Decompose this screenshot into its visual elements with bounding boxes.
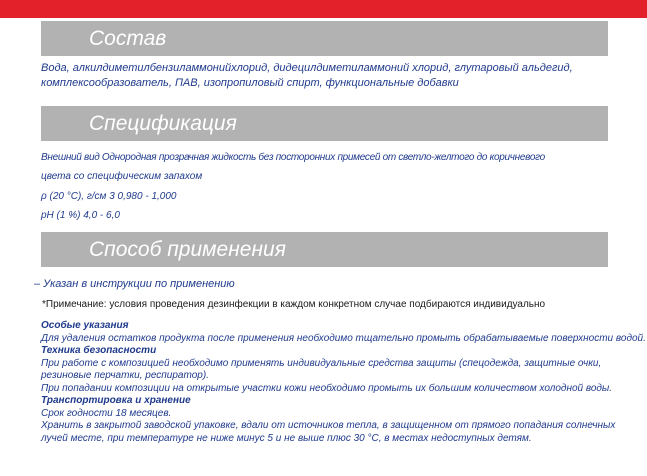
storage-line-2: лучей месте, при температуре не ниже минус 5 и не выше плюс 30 °С, в местах недоступных детям.	[41, 432, 532, 444]
shelf-life: Срок годности 18 месяцев.	[41, 407, 172, 419]
top-red-bar	[0, 0, 647, 18]
ph-value: pH (1 %) 4,0 - 6,0	[41, 210, 120, 221]
appearance-line-1: Внешний вид Однородная прозрачная жидкость без посторонних примесей от светло-желтого до коричневого	[41, 152, 545, 163]
specification-header: Спецификация	[41, 106, 608, 141]
appearance-line-2: цвета со специфическим запахом	[41, 171, 203, 182]
safety-line-2: резиновые перчатки, респиратор).	[41, 370, 209, 381]
details-block	[41, 320, 646, 445]
safety-heading: Техника безопасности	[41, 345, 157, 356]
composition-line-2: комплексообразователь, ПАВ, изопропиловый спирт, функциональные добавки	[41, 77, 459, 89]
special-text: Для удаления остатков продукта после применения необходимо тщательно промыть обрабатываемые поверхности водой.	[41, 332, 646, 344]
usage-note: *Примечание: условия проведения дезинфекции в каждом конкретном случае подбираются индивидуально	[42, 299, 546, 310]
composition-header: Состав	[41, 21, 608, 56]
composition-line-1: Вода, алкилдиметилбензиламмонийхлорид, дидецилдиметиламмоний хлорид, глутаровый альдегид,	[41, 62, 573, 74]
usage-header: Способ применения	[41, 232, 608, 267]
transport-heading: Транспортировка и хранение	[41, 395, 191, 406]
safety-line-1: При работе с композицией необходимо применять индивидуальные средства защиты (спецодежда, защитные очки,	[41, 357, 602, 369]
storage-line-1: Хранить в закрытой заводской упаковке, вдали от источников тепла, в защищенном от прямого попадания солнечных	[41, 420, 616, 431]
density-value: ρ (20 °С), г/см 3 0,980 - 1,000	[41, 191, 177, 202]
usage-instruction: – Указан в инструкции по применению	[34, 278, 235, 290]
safety-line-3: При попадании композиции на открытые участки кожи необходимо промыть их большим количеством холодной воды.	[41, 382, 613, 394]
special-heading: Особые указания	[41, 320, 129, 331]
